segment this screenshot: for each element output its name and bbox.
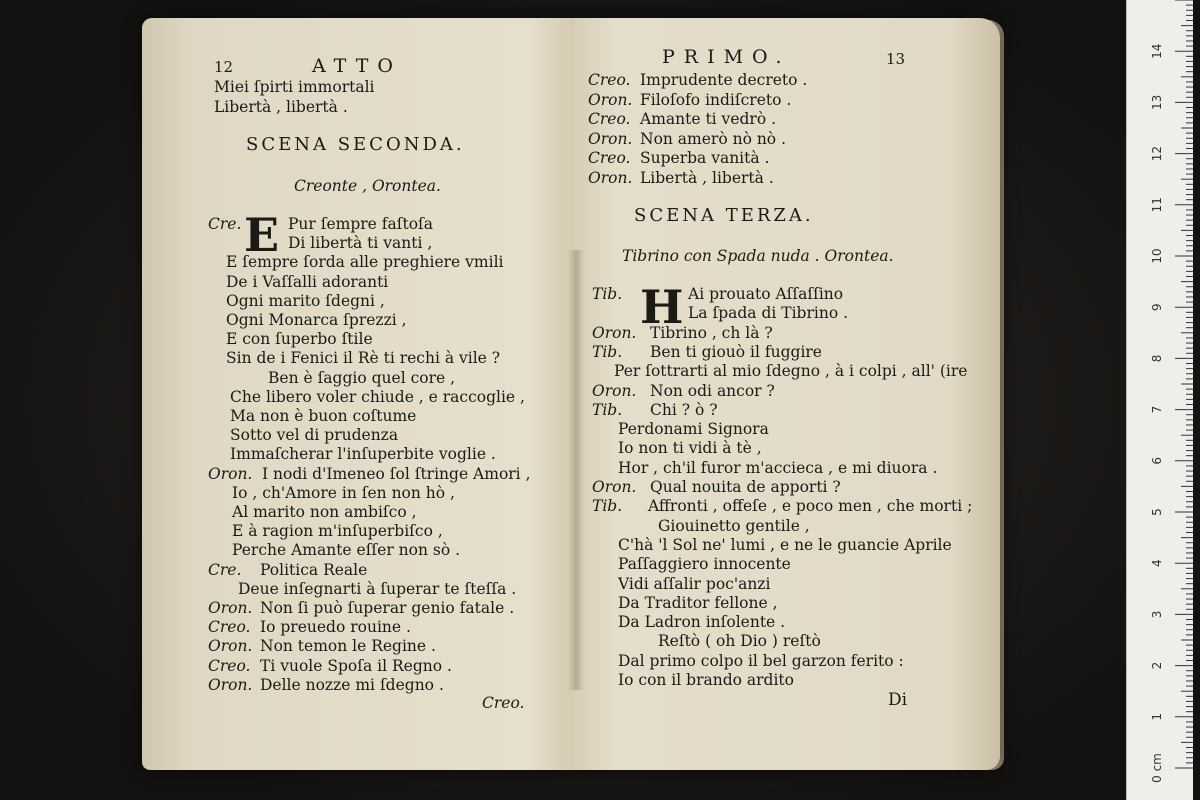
verse-line: Dal primo colpo il bel garzon ferito : bbox=[618, 651, 904, 670]
verse-line: Sotto vel di prudenza bbox=[230, 426, 399, 445]
left-catchword: Creo. bbox=[482, 694, 525, 712]
verse-line: Ti vuole Spoſa il Regno . bbox=[260, 656, 452, 675]
verse-line: E à ragion m'inſuperbiſco , bbox=[232, 522, 443, 541]
speaker-label: Oron. bbox=[208, 464, 253, 483]
verse-line: Ben è ſaggio quel core , bbox=[268, 368, 456, 387]
left-running-head: ATTO bbox=[312, 55, 402, 77]
verse-line: Perdonami Signora bbox=[618, 420, 769, 439]
measuring-ruler bbox=[1126, 0, 1193, 800]
verse-line: Amante ti vedrò . bbox=[640, 110, 777, 128]
verse-line: Filoſofo indiſcreto . bbox=[640, 90, 792, 109]
ruler-label: 5 bbox=[1150, 508, 1164, 516]
verse-line: Non amerò nò nò . bbox=[640, 129, 786, 148]
verse-line: Non odi ancor ? bbox=[650, 381, 775, 400]
verse-line: Deue inſegnarti à ſuperar te ſteſſa . bbox=[238, 579, 517, 598]
verse-line: Di libertà ti vanti , bbox=[288, 234, 433, 253]
verse-line: Paſſaggiero innocente bbox=[618, 555, 791, 574]
verse-line: Sin de i Fenici il Rè ti rechi à vile ? bbox=[226, 349, 501, 368]
verse-line: Io con il brando ardito bbox=[618, 671, 794, 689]
ruler-label: 7 bbox=[1150, 405, 1164, 414]
verse-line: Ma non è buon coſtume bbox=[230, 407, 417, 425]
speaker-label: Oron. bbox=[588, 90, 633, 109]
verse-line: Politica Reale bbox=[260, 560, 368, 579]
left-characters: Creonte , Orontea. bbox=[294, 177, 441, 195]
ruler-label: 10 bbox=[1150, 248, 1164, 264]
verse-line: Hor , ch'il furor m'accieca , e mi diuora . bbox=[618, 458, 938, 477]
ruler-label: 3 bbox=[1150, 610, 1164, 619]
ruler-label: 9 bbox=[1150, 303, 1164, 312]
left-scene-title: SCENA SECONDA. bbox=[246, 134, 465, 155]
verse-line: Immaſcherar l'inſuperbite voglie . bbox=[230, 445, 496, 464]
speaker-label: Tib. bbox=[592, 342, 623, 361]
speaker-label: Cre. bbox=[208, 560, 242, 579]
verse-line: Non temon le Regine . bbox=[260, 637, 436, 656]
right-running-head: PRIMO. bbox=[662, 46, 791, 68]
verse-line: Superba vanità . bbox=[640, 149, 770, 167]
speaker-label: Oron. bbox=[208, 675, 253, 694]
verse-line: Io preuedo rouine . bbox=[260, 618, 411, 637]
verse-line: Da Traditor fellone , bbox=[618, 593, 778, 612]
verse-line: Tibrino , ch là ? bbox=[650, 323, 773, 342]
verse-line: Giouinetto gentile , bbox=[658, 516, 810, 535]
verse-line: Pur ſempre faſtoſa bbox=[288, 215, 434, 233]
ruler-label: 14 bbox=[1150, 43, 1164, 59]
speaker-label: Oron. bbox=[592, 478, 637, 496]
verse-line: Al marito non ambiſco , bbox=[232, 503, 417, 521]
verse-line: I nodi d'Imeneo ſol ſtringe Amori , bbox=[262, 464, 531, 483]
verse-line: Reſtò ( oh Dio ) reſtò bbox=[658, 632, 821, 651]
verse-line: Libertà , libertà . bbox=[214, 98, 348, 116]
verse-line: Affronti , offeſe , e poco men , che morti ; bbox=[648, 497, 973, 516]
left-page-number: 12 bbox=[214, 58, 234, 76]
verse-line: Non ſi può ſuperar genio fatale . bbox=[260, 599, 515, 617]
ruler-label: 13 bbox=[1150, 94, 1164, 111]
verse-line: Libertà , libertà . bbox=[640, 168, 774, 187]
speaker-label: Oron. bbox=[588, 129, 633, 148]
speaker-label: Tib. bbox=[592, 285, 623, 303]
verse-line: Imprudente decreto . bbox=[640, 71, 808, 89]
speaker-label: Creo. bbox=[208, 656, 251, 675]
verse-line: Ai prouato Aſſaſſino bbox=[688, 285, 844, 303]
speaker-label: Creo. bbox=[588, 110, 631, 128]
ruler-label: 12 bbox=[1150, 145, 1164, 162]
verse-line: De i Vaſſalli adoranti bbox=[226, 272, 389, 291]
verse-line: Qual nouita de apporti ? bbox=[650, 478, 841, 496]
speaker-label: Oron. bbox=[592, 381, 637, 400]
verse-line: Da Ladron inſolente . bbox=[618, 613, 786, 632]
verse-line: Miei ſpirti immortali bbox=[214, 78, 375, 96]
verse-line: Per ſottrarti al mio ſdegno , à i colpi , all' (ire bbox=[614, 362, 968, 381]
verse-line: Chi ? ò ? bbox=[650, 400, 718, 419]
ruler-label: 11 bbox=[1150, 197, 1164, 213]
verse-line: Io , ch'Amore in ſen non hò , bbox=[232, 483, 455, 502]
speaker-label: Cre. bbox=[208, 215, 242, 233]
verse-line: Ben ti giouò il fuggire bbox=[650, 342, 822, 361]
ruler-label: 6 bbox=[1150, 456, 1164, 465]
verse-line: C'hà 'l Sol ne' lumi , e ne le guancie Aprile bbox=[618, 535, 952, 554]
verse-line: Vidi aſſalir poc'anzi bbox=[618, 574, 771, 593]
right-characters: Tibrino con Spada nuda . Orontea. bbox=[622, 247, 894, 265]
ruler-label: 4 bbox=[1150, 559, 1164, 568]
ruler-label: 0 cm bbox=[1150, 753, 1164, 783]
verse-line: E con ſuperbo ſtile bbox=[226, 330, 373, 349]
speaker-label: Creo. bbox=[588, 71, 631, 89]
verse-line: Delle nozze mi ſdegno . bbox=[260, 675, 444, 694]
speaker-label: Oron. bbox=[588, 168, 633, 187]
right-page-number: 13 bbox=[886, 50, 906, 68]
verse-line: Ogni marito ſdegni , bbox=[226, 291, 385, 310]
ruler-scale bbox=[1127, 0, 1193, 800]
verse-line: Ogni Monarca ſprezzi , bbox=[226, 311, 407, 329]
ruler-label: 8 bbox=[1150, 354, 1164, 363]
speaker-label: Oron. bbox=[592, 323, 637, 342]
verse-line: E ſempre ſorda alle preghiere vmili bbox=[226, 253, 504, 272]
ruler-label: 2 bbox=[1150, 661, 1164, 670]
right-dropcap: H bbox=[640, 280, 684, 334]
verse-line: Perche Amante eſſer non sò . bbox=[232, 541, 461, 560]
ruler-label: 1 bbox=[1150, 712, 1164, 721]
right-catchword: Di bbox=[888, 690, 908, 710]
speaker-label: Oron. bbox=[208, 599, 253, 617]
left-dropcap: E bbox=[244, 208, 280, 262]
speaker-label: Oron. bbox=[208, 637, 253, 656]
right-scene-title: SCENA TERZA. bbox=[634, 205, 814, 226]
verse-line: Che libero voler chiude , e raccoglie , bbox=[230, 387, 525, 406]
speaker-label: Creo. bbox=[208, 618, 251, 637]
verse-line: La ſpada di Tibrino . bbox=[688, 304, 849, 323]
speaker-label: Tib. bbox=[592, 497, 623, 516]
verse-line: Io non ti vidi à tè , bbox=[618, 439, 762, 458]
speaker-label: Creo. bbox=[588, 149, 631, 167]
speaker-label: Tib. bbox=[592, 400, 623, 419]
